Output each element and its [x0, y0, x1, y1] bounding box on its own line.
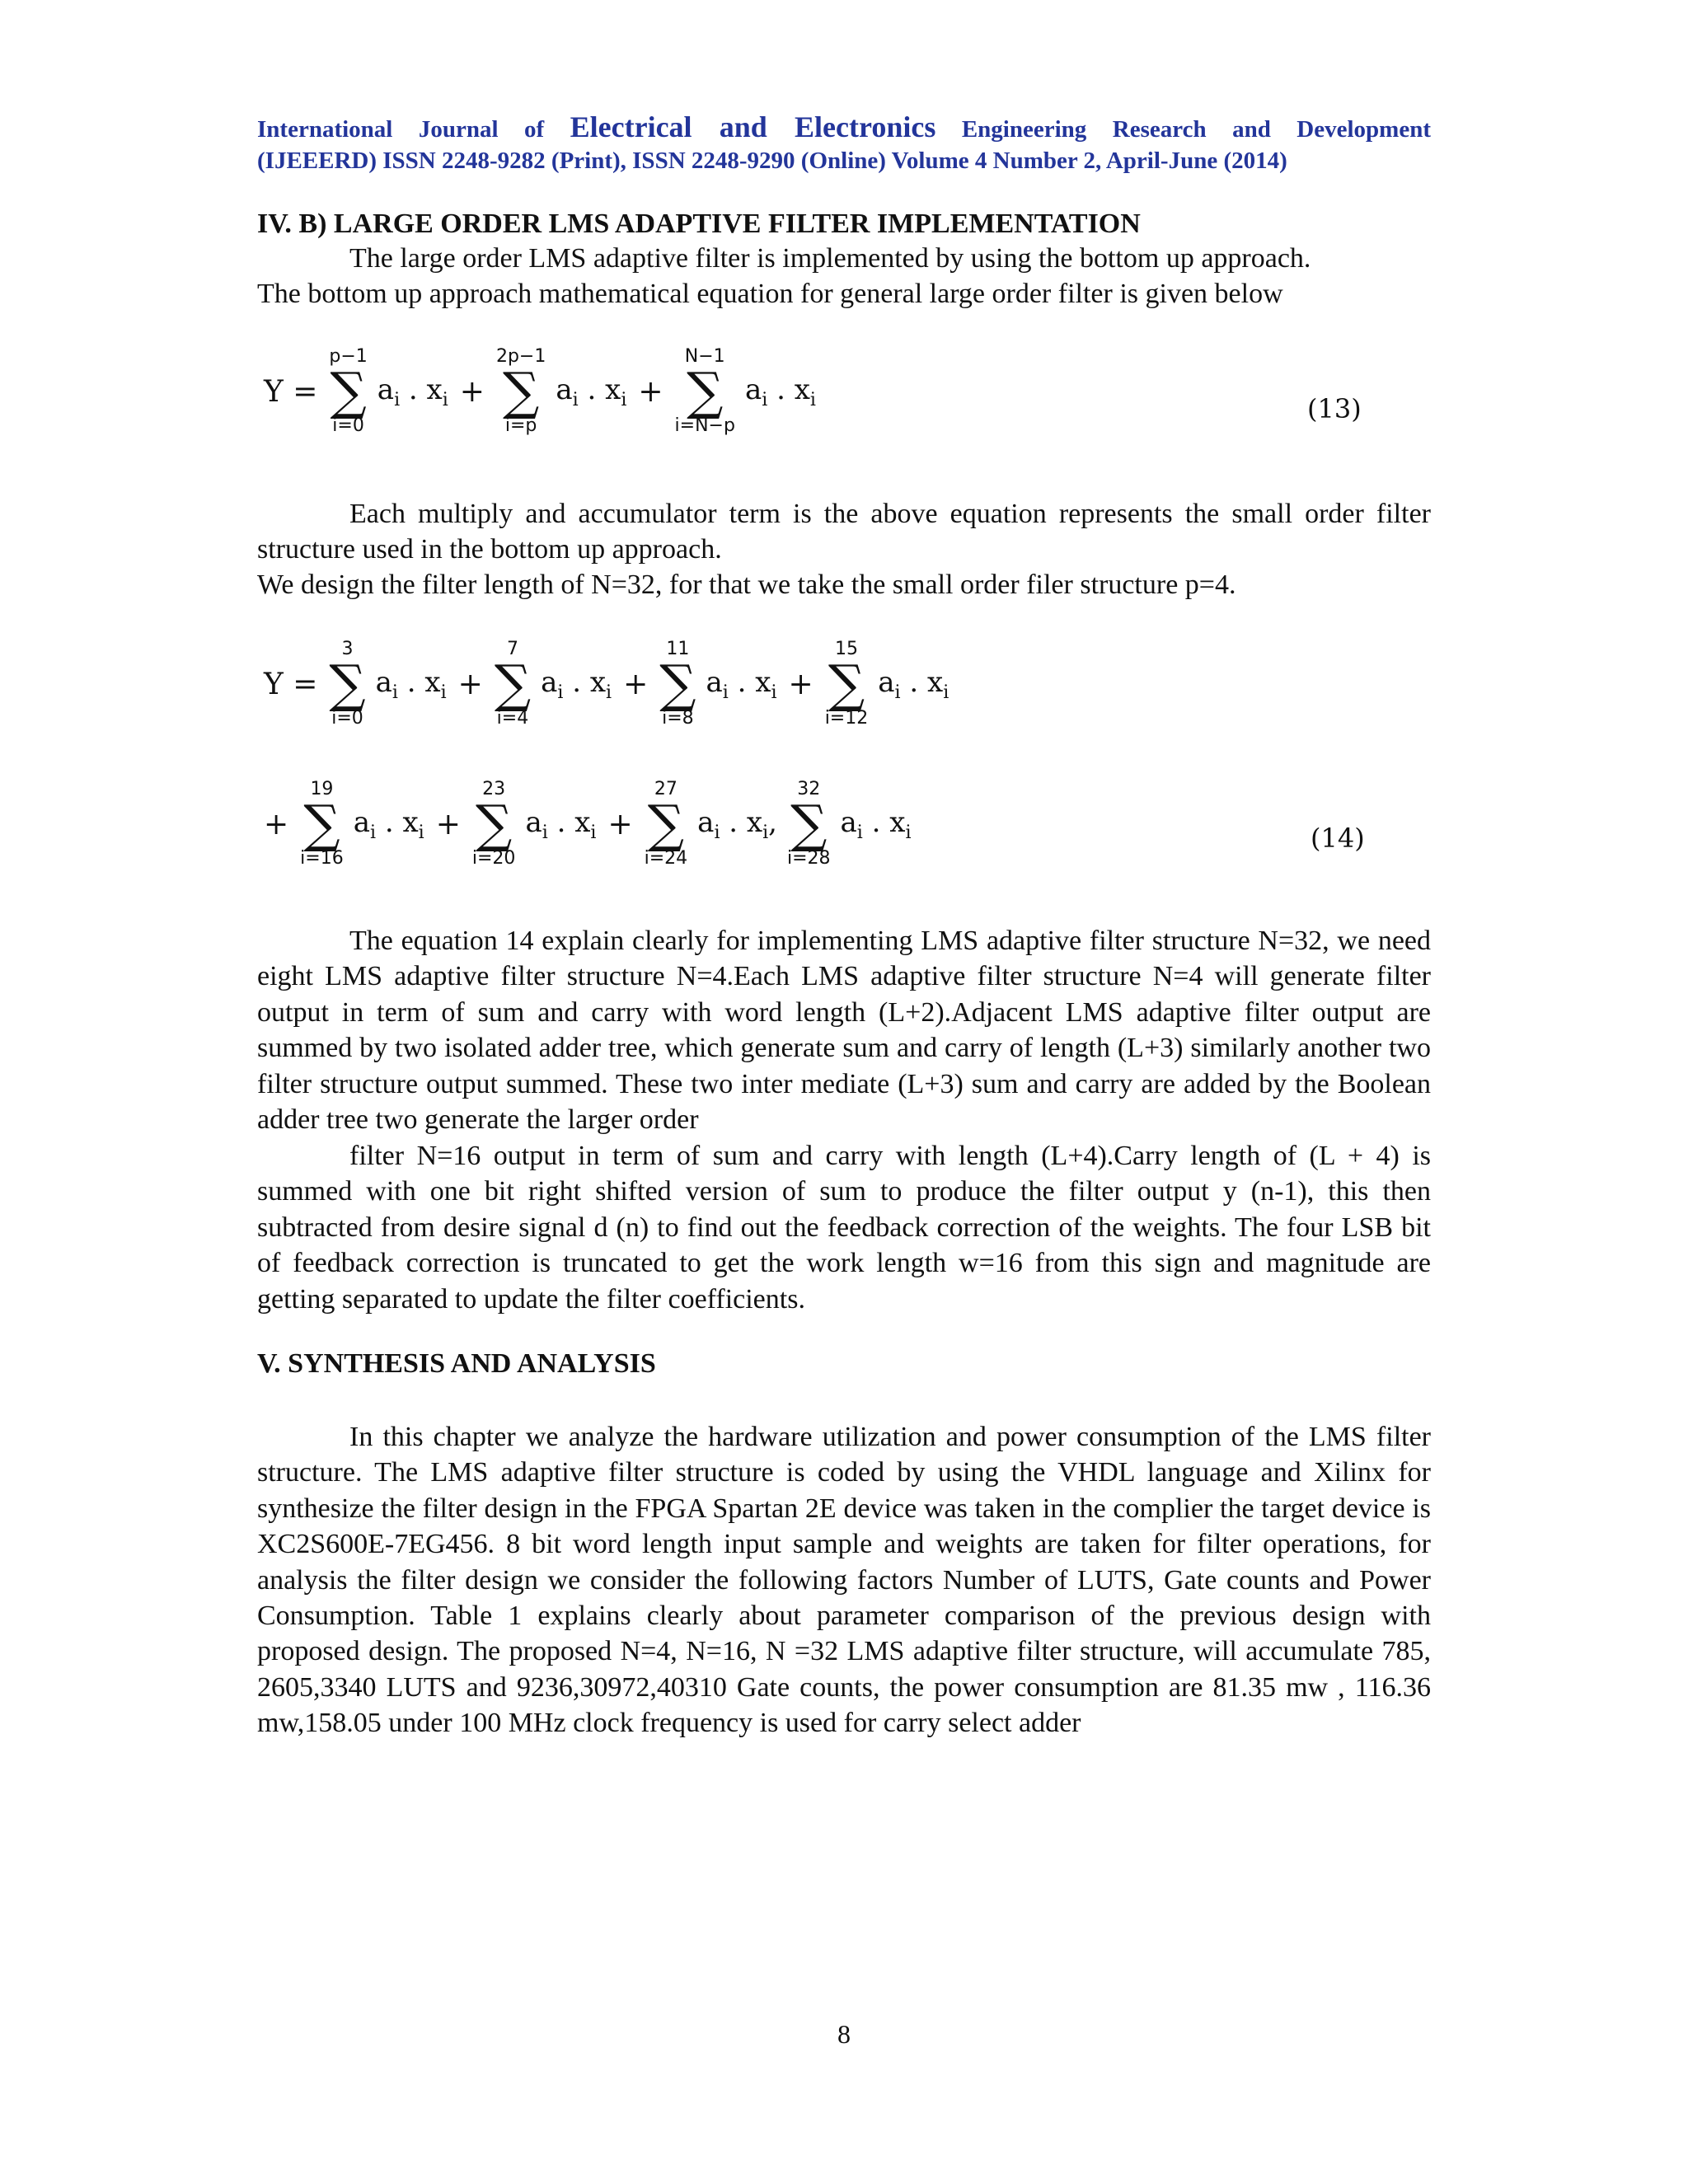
equation-13 [257, 346, 821, 437]
paragraph [257, 496, 1431, 568]
sigma-symbol: ∑ [647, 794, 685, 854]
paragraph-text: The large order LMS adaptive filter is implemented by using the bottom up approach. [349, 243, 1311, 274]
sum-upper-limit: 23 [482, 779, 506, 799]
journal-header-line2: (IJEEERD) ISSN 2248-9282 (Print), ISSN 2248-9290 (Online) Volume 4 Number 2, April-June (2014) [257, 148, 1287, 174]
equation-number: (14) [1311, 823, 1365, 854]
sum-lower-limit: i=0 [331, 708, 363, 729]
term: $a_i$ . $x_i$ [377, 373, 448, 410]
equation-14-row2 [257, 779, 917, 869]
sum-upper-limit: 11 [666, 639, 690, 659]
sigma-symbol: ∑ [330, 361, 367, 421]
summation [472, 779, 516, 869]
paragraph-text: In this chapter we analyze the hardware utilization and power consumption of the LMS filter structure. The LMS adaptive filter structure is coded by using the VHDL language and Xilinx for synthesize the filter design in the FPGA Spartan 2E device was taken in the complier the target device is XC2S600E-7EG456. 8 bit word length input sample and weights are taken for filter operations, for analysis the filter design we consider the following factors Number of LUTS, Gate counts and Power Consumption. Table 1 explains clearly about parameter comparison of the previous design with proposed design. The proposed N=4, N=16, N =32 LMS adaptive filter structure, will accumulate 785, 2605,3340 LUTS and 9236,30972,40310 Gate counts, the power consumption are 81.35 mw , 116.36 mw,158.05 under 100 MHz clock frequency is used for carry select adder [257, 1422, 1431, 1739]
sigma-symbol: ∑ [303, 794, 340, 854]
sum-lower-limit: i=p [504, 415, 537, 436]
paragraph-text: Each multiply and accumulator term is the above equation represents the small order filter structure used in the bottom up approach. [257, 499, 1431, 565]
sigma-symbol: ∑ [687, 361, 724, 421]
paragraph-text: filter N=16 output in term of sum and carry with length (L+4).Carry length of (L + 4) is summed with one bit right shifted version of sum to produce the filter output y (n-1), this then subtracted from desire signal d (n) to find out the feedback correction of the weights. The four LSB bit of feedback correction is truncated to get the work length w=16 from this sign and magnitude are getting separated to update the filter coefficients. [257, 1141, 1431, 1315]
header-part-large: Electrical and Electronics [570, 110, 936, 143]
plus: + [788, 667, 814, 701]
term: $a_i$ . $x_i$ [353, 805, 424, 843]
sum-lower-limit: i=28 [786, 848, 831, 869]
sum-upper-limit: 19 [310, 779, 334, 799]
sigma-symbol: ∑ [659, 654, 696, 714]
section-title: V. SYNTHESIS AND ANALYSIS [257, 1348, 656, 1379]
summation [329, 346, 367, 437]
journal-header [257, 111, 1431, 176]
paragraph [257, 923, 1431, 1137]
sigma-symbol: ∑ [476, 794, 513, 854]
sum-lower-limit: i=12 [824, 708, 869, 729]
equation-number: (13) [1307, 393, 1362, 424]
plus: + [435, 807, 461, 841]
paragraph [257, 1138, 1431, 1317]
term: $a_i$ . $x_i$ [525, 805, 597, 843]
plus: + [607, 807, 633, 841]
sum-upper-limit: 2p−1 [495, 346, 546, 367]
equation-lhs: Y = [264, 667, 318, 701]
paragraph [257, 1419, 1431, 1741]
sum-upper-limit: 7 [506, 639, 518, 659]
journal-header-line1 [257, 111, 1431, 145]
equation-14-row1 [257, 639, 954, 729]
sum-lower-limit: i=20 [471, 848, 516, 869]
sigma-symbol: ∑ [503, 361, 540, 421]
equation-lhs: Y = [264, 374, 318, 409]
term: $a_i$ . $x_i$ [840, 805, 912, 843]
summation [825, 639, 869, 729]
summation [787, 779, 831, 869]
plus: + [623, 667, 649, 701]
summation [496, 346, 546, 437]
header-part: Engineering Research and Development [935, 116, 1431, 143]
plus: + [264, 807, 289, 841]
sum-upper-limit: 27 [654, 779, 678, 799]
sum-upper-limit: 32 [797, 779, 821, 799]
sum-lower-limit: i=8 [662, 708, 694, 729]
paragraph: We design the filter length of N=32, for that we take the small order filer structure p=4. [257, 569, 1236, 600]
sum-lower-limit: i=N−p [674, 415, 735, 436]
summation [300, 779, 344, 869]
plus: + [457, 667, 483, 701]
header-part: International Journal of [257, 116, 570, 143]
sum-upper-limit: 15 [834, 639, 858, 659]
summation [329, 639, 365, 729]
sum-upper-limit: N−1 [684, 346, 725, 367]
term: $a_i$ . $x_i$ [375, 665, 447, 703]
sigma-symbol: ∑ [828, 654, 865, 714]
plus: + [459, 374, 485, 409]
summation [645, 779, 688, 869]
sigma-symbol: ∑ [494, 654, 532, 714]
sum-upper-limit: 3 [341, 639, 354, 659]
term: $a_i$ . $x_i$ [878, 665, 950, 703]
term: $a_i$ . $x_i$ [556, 373, 627, 410]
summation [675, 346, 735, 437]
sum-lower-limit: i=24 [644, 848, 688, 869]
summation [495, 639, 531, 729]
paragraph-text: The equation 14 explain clearly for implementing LMS adaptive filter structure N=32, we need eight LMS adaptive filter structure N=4.Each LMS adaptive filter structure N=4 will generate filter output in term of sum and carry with word length (L+2).Adjacent LMS adaptive filter output are summed by two isolated adder tree, which generate sum and carry of length (L+3) similarly another two filter structure output summed. These two inter mediate (L+3) sum and carry are added by the Boolean adder tree two generate the larger order [257, 926, 1431, 1136]
term: $a_i$ . $x_i$, [697, 805, 777, 843]
page-number: 8 [837, 2019, 851, 2049]
sum-lower-limit: i=4 [496, 708, 529, 729]
term: $a_i$ . $x_i$ [744, 373, 816, 410]
sigma-symbol: ∑ [329, 654, 366, 714]
sum-lower-limit: i=16 [300, 848, 344, 869]
paragraph [257, 241, 1431, 312]
plus: + [638, 374, 663, 409]
sum-lower-limit: i=0 [332, 415, 364, 436]
paragraph-text: The bottom up approach mathematical equation for general large order filter is given below [257, 279, 1283, 310]
term: $a_i$ . $x_i$ [541, 665, 612, 703]
sigma-symbol: ∑ [790, 794, 828, 854]
summation [659, 639, 696, 729]
term: $a_i$ . $x_i$ [706, 665, 777, 703]
sum-upper-limit: p−1 [329, 346, 368, 367]
section-title: IV. B) LARGE ORDER LMS ADAPTIVE FILTER IMPLEMENTATION [257, 209, 1141, 239]
